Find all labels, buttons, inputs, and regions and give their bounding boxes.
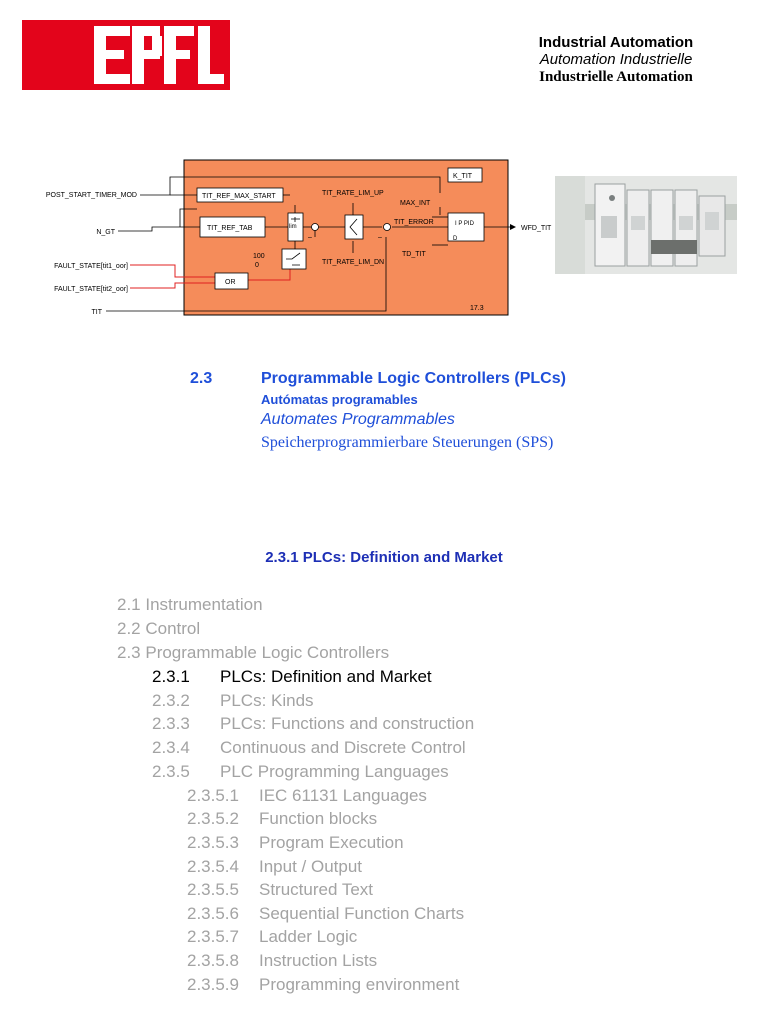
course-title-en: Industrial Automation: [538, 34, 694, 51]
block-switch: [282, 249, 306, 269]
toc-label: Structured Text: [259, 880, 374, 899]
toc-item-2-1: 2.1 Instrumentation: [117, 595, 263, 614]
toc-num: 2.3.5.1: [187, 786, 239, 805]
section-title-es: Autómatas programables: [261, 392, 418, 407]
plc-hardware-photo: [555, 176, 737, 274]
label-minus-1: –: [308, 234, 312, 241]
toc-num: 2.3.5.3: [187, 833, 239, 852]
label-or: OR: [225, 279, 236, 286]
toc-item-2-3-5-6: [187, 904, 464, 924]
toc-num: 2.3.5.7: [187, 927, 239, 946]
input-tit: TIT: [91, 309, 102, 316]
label-100: 100: [253, 253, 265, 260]
section-number: 2.3: [190, 370, 213, 387]
toc-item-2-3-5-5: [187, 880, 373, 900]
toc-label: PLCs: Functions and construction: [220, 714, 475, 733]
toc-label: Continuous and Discrete Control: [220, 738, 466, 757]
label-0: 0: [255, 262, 259, 269]
section-title-en: Programmable Logic Controllers (PLCs): [261, 370, 566, 387]
label-rate-lim-dn: TIT_RATE_LIM_DN: [322, 259, 385, 266]
toc-label: PLCs: Kinds: [220, 691, 314, 710]
toc-item-2-3-5-3: [187, 833, 404, 853]
label-tit-ref-tab: TIT_REF_TAB: [207, 225, 253, 232]
label-tit-ref-max-start: TIT_REF_MAX_START: [202, 193, 276, 200]
toc-label: PLCs: Definition and Market: [220, 667, 432, 686]
label-lim: lim: [289, 224, 297, 230]
toc-num: 2.3.3: [152, 714, 190, 733]
output-arrow-icon: [510, 224, 516, 230]
subsection-title: 2.3.1 PLCs: Definition and Market: [265, 549, 503, 566]
toc-num: 2.3.5.6: [187, 904, 239, 923]
control-block-diagram: [20, 155, 552, 325]
toc-item-2-3-1: [152, 667, 432, 687]
label-td-tit: TD_TIT: [402, 251, 426, 258]
toc-item-2-3-5-2: [187, 809, 377, 829]
section-title-de: Speicherprogrammierbare Steuerungen (SPS): [261, 434, 554, 451]
toc-label: PLC Programming Languages: [220, 762, 449, 781]
toc-item-2-3: 2.3 Programmable Logic Controllers: [117, 643, 390, 662]
label-tit-error: TIT_ERROR: [394, 219, 434, 226]
toc-num: 2.3.5.5: [187, 880, 239, 899]
toc-item-2-3-5-7: [187, 927, 357, 947]
toc-label: Instruction Lists: [259, 951, 378, 970]
course-title-fr: Automation Industrielle: [539, 51, 693, 68]
toc-num: 2.3.5: [152, 762, 190, 781]
toc-num: 2.3.1: [152, 667, 190, 686]
toc-item-2-2: 2.2 Control: [117, 619, 201, 638]
input-n-gt: N_GT: [96, 229, 115, 236]
toc-label: Programming environment: [259, 975, 460, 994]
toc-item-2-3-5-9: [187, 975, 459, 995]
toc-item-2-3-4: [152, 738, 466, 758]
toc-num: 2.3.2: [152, 691, 190, 710]
input-fault-state-1: FAULT_STATE[tit1_oor]: [54, 263, 128, 270]
label-page-ref: 17.3: [470, 305, 484, 312]
label-d: D: [453, 236, 458, 242]
toc-label: IEC 61131 Languages: [259, 786, 427, 805]
toc-num: 2.3.5.8: [187, 951, 239, 970]
sum-junction-2: [384, 224, 391, 231]
label-pid: I P PID: [455, 221, 474, 227]
epfl-logo: [22, 20, 230, 90]
input-fault-state-2: FAULT_STATE[tit2_oor]: [54, 286, 128, 293]
section-title-fr: Automates Programmables: [261, 411, 455, 428]
toc-item-2-3-2: [152, 691, 314, 711]
toc-num: 2.3.5.2: [187, 809, 239, 828]
toc-item-2-3-5: [152, 762, 449, 782]
toc-item-2-3-3: [152, 714, 474, 734]
toc-label: Input / Output: [259, 857, 363, 876]
toc-label: Program Execution: [259, 833, 404, 852]
course-header: [516, 34, 716, 87]
input-post-start-timer: POST_START_TIMER_MOD: [45, 192, 137, 199]
course-title-de: Industrielle Automation: [539, 69, 693, 85]
label-k-tit: K_TIT: [453, 173, 473, 180]
label-rate-lim-up: TIT_RATE_LIM_UP: [322, 190, 384, 197]
toc-num: 2.3.4: [152, 738, 190, 757]
toc-num: 2.3.5.4: [187, 857, 239, 876]
toc-label: Function blocks: [259, 809, 378, 828]
block-rate-limiter: [345, 215, 363, 239]
sum-junction-1: [312, 224, 319, 231]
label-max-int: MAX_INT: [400, 200, 431, 207]
toc-label: Sequential Function Charts: [259, 904, 465, 923]
toc-label: Ladder Logic: [259, 927, 358, 946]
toc-item-2-3-5-4: [187, 857, 362, 877]
toc-num: 2.3.5.9: [187, 975, 239, 994]
toc-item-2-3-5-1: [187, 786, 427, 806]
label-wfd-tit: WFD_TIT: [521, 225, 552, 232]
toc-item-2-3-5-8: [187, 951, 377, 971]
label-minus-2: –: [378, 234, 382, 241]
